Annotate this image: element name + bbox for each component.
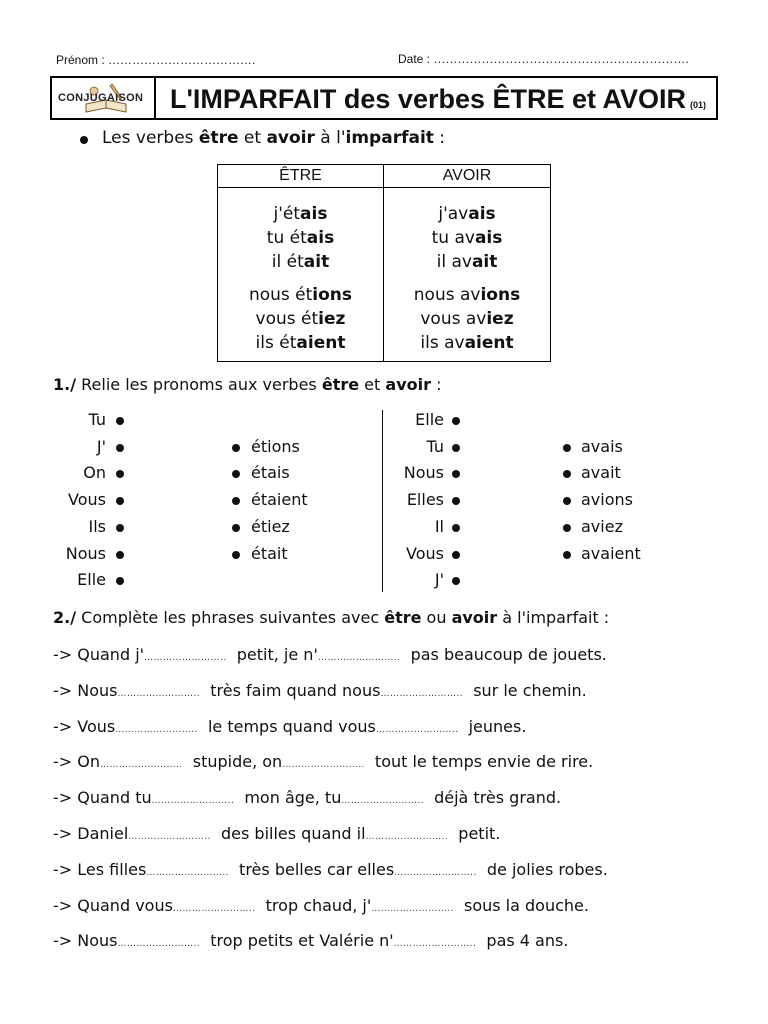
sentence-line: [53, 752, 593, 771]
exercise2-heading: 2./ Complète les phrases suivantes avec être ou avoir à l'imparfait :: [53, 608, 610, 627]
conjugation-form: nous étions: [248, 285, 353, 305]
avoir-header: AVOIR: [384, 165, 550, 188]
sentence-part: tout le temps envie de rire.: [374, 752, 594, 772]
match-dot-pronoun[interactable]: [452, 444, 460, 452]
sentence-part: jeunes.: [468, 716, 527, 736]
match-dot-pronoun[interactable]: [116, 577, 124, 585]
etre-column: [218, 165, 384, 361]
sentence-part: -> On: [53, 752, 100, 772]
match-dot-pronoun[interactable]: [116, 444, 124, 452]
sentence-part: très faim quand nous: [210, 680, 381, 700]
verb-option: étiez: [251, 516, 290, 536]
blank-field[interactable]: ……………………..: [375, 724, 459, 735]
match-dot-verb[interactable]: [232, 497, 240, 505]
blank-field[interactable]: ……………………..: [144, 653, 227, 663]
verb-option: avais: [581, 436, 623, 456]
pronoun-right: Il: [434, 516, 444, 536]
conjugaison-logo: [52, 78, 156, 118]
sentence-part: des billes quand il: [221, 824, 366, 843]
pronoun-right: Nous: [403, 463, 444, 483]
blank-field[interactable]: ……………………..: [380, 688, 464, 699]
sentence-part: trop chaud, j': [265, 895, 372, 915]
blank-field[interactable]: ……………………..: [128, 832, 211, 842]
intro-line: Les verbes être et avoir à l'imparfait :: [102, 128, 446, 148]
intro-bullet: [80, 136, 88, 144]
sentence-part: stupide, on: [192, 752, 283, 772]
blank-field[interactable]: ……………………..: [282, 760, 365, 771]
verb-option: aviez: [581, 516, 623, 536]
match-dot-verb[interactable]: [232, 524, 240, 532]
conjugation-form: il était: [271, 252, 330, 272]
sentence-part: -> Quand tu: [53, 788, 152, 808]
sentence-line: [53, 717, 526, 736]
pronoun-left: Vous: [68, 490, 106, 510]
etre-forms: [218, 188, 383, 355]
conjugation-form: ils étaient: [255, 333, 346, 353]
logo-word: CONJUGAISON: [58, 92, 144, 104]
match-dot-verb[interactable]: [563, 551, 571, 559]
conjugation-form: j'avais: [438, 204, 496, 224]
blank-field[interactable]: ……………………..: [172, 903, 256, 914]
column-divider: [382, 410, 383, 592]
sentence-part: -> Vous: [53, 716, 116, 736]
pronoun-right: Vous: [406, 543, 444, 563]
conjugation-form: ils avaient: [420, 333, 514, 353]
conjugation-table: [217, 164, 551, 362]
pronoun-right: Elle: [415, 410, 444, 429]
pronoun-right: J': [434, 570, 444, 590]
sentence-line: [53, 931, 568, 950]
blank-field[interactable]: ……………………..: [146, 867, 230, 878]
page-title: L'IMPARFAIT des verbes ÊTRE et AVOIR (01): [170, 84, 707, 114]
sentence-part: le temps quand vous: [207, 716, 376, 736]
match-dot-pronoun[interactable]: [452, 470, 460, 478]
conjugation-form: tu avais: [431, 228, 503, 248]
match-dot-verb[interactable]: [563, 497, 571, 505]
conjugation-form: vous aviez: [420, 309, 514, 329]
sentence-line: [53, 645, 607, 664]
blank-field[interactable]: ……………………..: [394, 867, 477, 878]
match-dot-verb[interactable]: [563, 524, 571, 532]
verb-option: était: [251, 543, 288, 563]
conjugation-form: vous étiez: [255, 309, 346, 329]
pronoun-right: Elles: [406, 490, 444, 510]
verb-option: avions: [581, 490, 633, 510]
blank-field[interactable]: ……………………..: [151, 796, 235, 807]
sentence-line: [53, 896, 589, 915]
sentence-part: petit.: [458, 824, 501, 843]
blank-field[interactable]: ……………………..: [117, 939, 201, 950]
sentence-part: -> Daniel: [53, 824, 129, 843]
match-dot-verb[interactable]: [232, 444, 240, 452]
sentence-part: -> Quand vous: [53, 895, 173, 915]
sentence-part: -> Quand j': [53, 645, 145, 664]
match-dot-pronoun[interactable]: [116, 551, 124, 559]
match-dot-verb[interactable]: [232, 551, 240, 559]
match-dot-pronoun[interactable]: [116, 417, 124, 425]
verb-option: étaient: [251, 490, 308, 510]
pronoun-left: On: [83, 463, 106, 483]
blank-field[interactable]: ……………………..: [317, 653, 401, 663]
blank-field[interactable]: ……………………..: [100, 760, 183, 771]
date-label: Date : ……………………………………………………….: [398, 52, 689, 66]
sentence-part: de jolies robes.: [486, 859, 608, 879]
exercise1-heading: 1./ Relie les pronoms aux verbes être et avoir :: [53, 375, 442, 394]
conjugation-form: il avait: [436, 252, 498, 272]
match-dot-verb[interactable]: [563, 444, 571, 452]
sentence-part: -> Nous: [53, 680, 118, 700]
match-dot-pronoun[interactable]: [452, 524, 460, 532]
avoir-column: [384, 165, 550, 361]
sentence-part: pas beaucoup de jouets.: [410, 645, 607, 664]
verb-option: avaient: [581, 543, 641, 563]
sentence-part: trop petits et Valérie n': [210, 931, 394, 951]
pronoun-left: J': [96, 436, 106, 456]
match-dot-pronoun[interactable]: [116, 470, 124, 478]
title-box: [50, 76, 718, 120]
match-dot-verb[interactable]: [232, 470, 240, 478]
sentence-part: très belles car elles: [239, 859, 395, 879]
match-dot-pronoun[interactable]: [116, 524, 124, 532]
pronoun-right: Tu: [426, 436, 444, 456]
etre-header: ÊTRE: [218, 165, 383, 188]
avoir-forms: [384, 188, 550, 355]
match-dot-pronoun[interactable]: [452, 577, 460, 585]
sentence-part: pas 4 ans.: [486, 931, 569, 951]
blank-field[interactable]: ……………………..: [371, 903, 454, 914]
sentence-part: -> Les filles: [53, 859, 147, 879]
match-dot-pronoun[interactable]: [452, 497, 460, 505]
sentence-part: sous la douche.: [463, 895, 589, 915]
sentence-part: mon âge, tu: [244, 788, 342, 808]
pronoun-left: Ils: [88, 516, 106, 536]
verb-option: étions: [251, 436, 300, 456]
conjugation-form: nous avions: [413, 285, 521, 305]
match-dot-pronoun[interactable]: [452, 551, 460, 559]
sentence-line: [53, 860, 608, 879]
prenom-label: Prénom : ……………………………….: [56, 53, 256, 67]
sentence-line: [53, 788, 561, 807]
sentence-part: sur le chemin.: [473, 680, 587, 700]
match-dot-verb[interactable]: [563, 470, 571, 478]
sentence-line: [53, 681, 587, 700]
blank-field[interactable]: ……………………..: [115, 724, 198, 735]
pronoun-left: Elle: [77, 570, 106, 590]
match-dot-pronoun[interactable]: [116, 497, 124, 505]
conjugation-form: j'étais: [273, 204, 328, 224]
sentence-part: déjà très grand.: [434, 788, 562, 808]
title-tag: (01): [690, 100, 707, 110]
sentence-line: [53, 824, 500, 843]
blank-field[interactable]: ……………………..: [365, 832, 449, 842]
verb-option: étais: [251, 463, 290, 483]
verb-option: avait: [581, 463, 621, 483]
blank-field[interactable]: ……………………..: [117, 688, 201, 699]
blank-field[interactable]: ……………………..: [341, 796, 425, 807]
sentence-part: -> Nous: [53, 931, 118, 951]
conjugation-form: tu étais: [266, 228, 335, 248]
blank-field[interactable]: ……………………..: [393, 939, 477, 950]
pronoun-left: Nous: [65, 543, 106, 563]
sentence-part: petit, je n': [236, 645, 318, 664]
pronoun-left: Tu: [88, 410, 106, 429]
match-dot-pronoun[interactable]: [452, 417, 460, 425]
